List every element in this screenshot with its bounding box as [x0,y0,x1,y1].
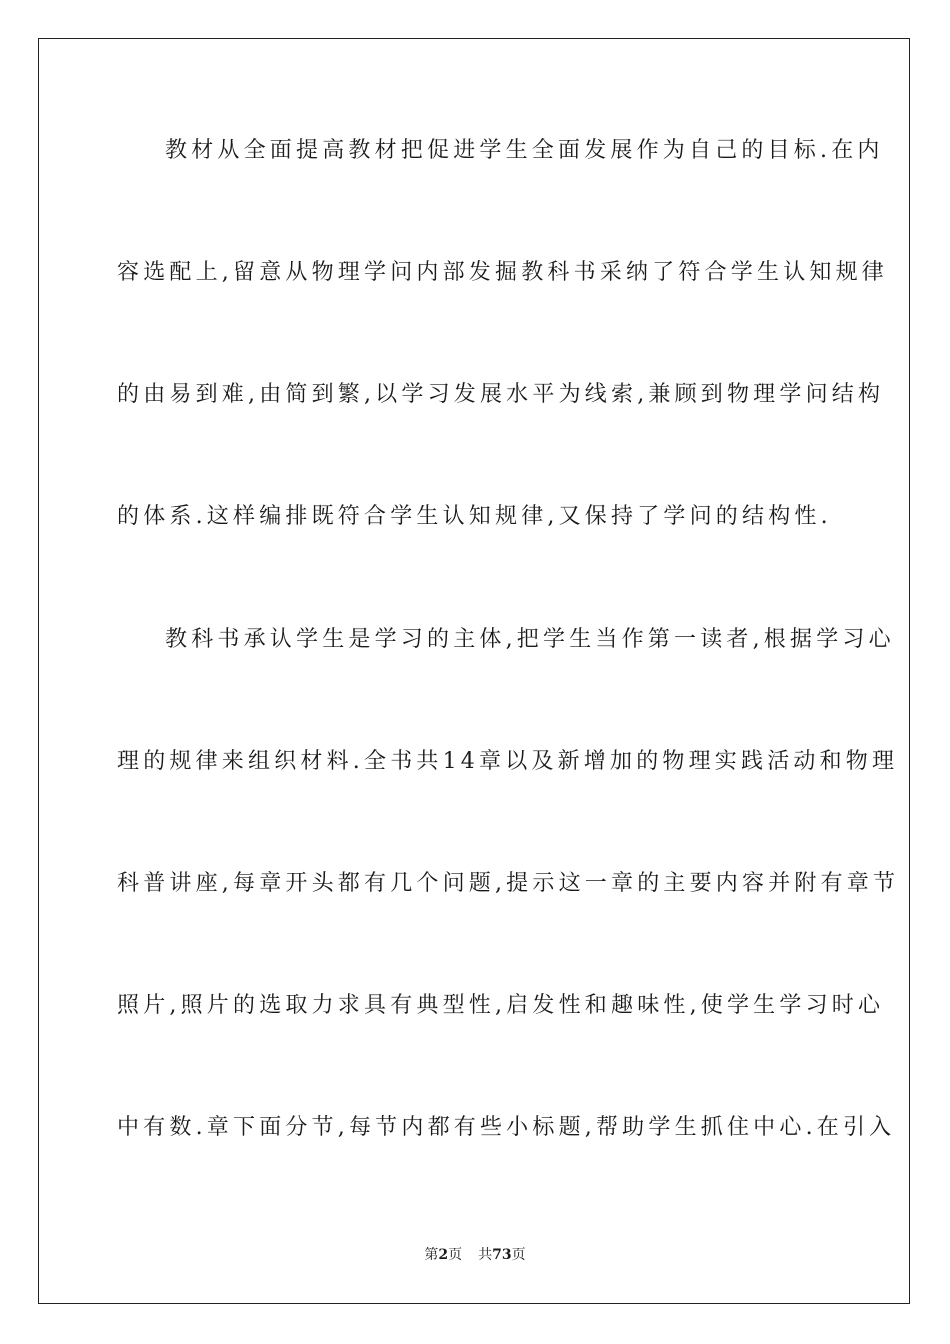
paragraph-1-line-4: 的体系.这样编排既符合学生认知规律,又保持了学问的结构性. [117,504,832,529]
page-prefix: 第 [424,1247,439,1263]
paragraph-2-line-3: 科普讲座,每章开头都有几个问题,提示这一章的主要内容并附有章节 [117,871,900,896]
paragraph-1-line-1: 教材从全面提高教材把促进学生全面发展作为自己的目标.在内 [165,138,884,163]
paragraph-2-line-5: 中有数.章下面分节,每节内都有些小标题,帮助学生抓住中心.在引入 [117,1115,896,1140]
paragraph-1-line-2: 容选配上,留意从物理学问内部发掘教科书采纳了符合学生认知规律 [117,260,888,285]
page-footer [0,1246,950,1264]
page-suffix: 页 [448,1247,463,1263]
paragraph-2-line-4: 照片,照片的选取力求具有典型性,启发性和趣味性,使学生学习时心 [117,993,885,1018]
total-suffix: 页 [511,1247,526,1263]
paragraph-2-line-2: 理的规律来组织材料.全书共14章以及新增加的物理实践活动和物理 [117,749,899,774]
total-prefix: 共 [478,1247,493,1263]
total-pages: 73 [492,1247,512,1263]
paragraph-2-line-1: 教科书承认学生是学习的主体,把学生当作第一读者,根据学习心 [165,627,895,652]
page-number: 2 [438,1247,449,1263]
paragraph-1-line-3: 的由易到难,由简到繁,以学习发展水平为线索,兼顾到物理学问结构 [117,382,885,407]
